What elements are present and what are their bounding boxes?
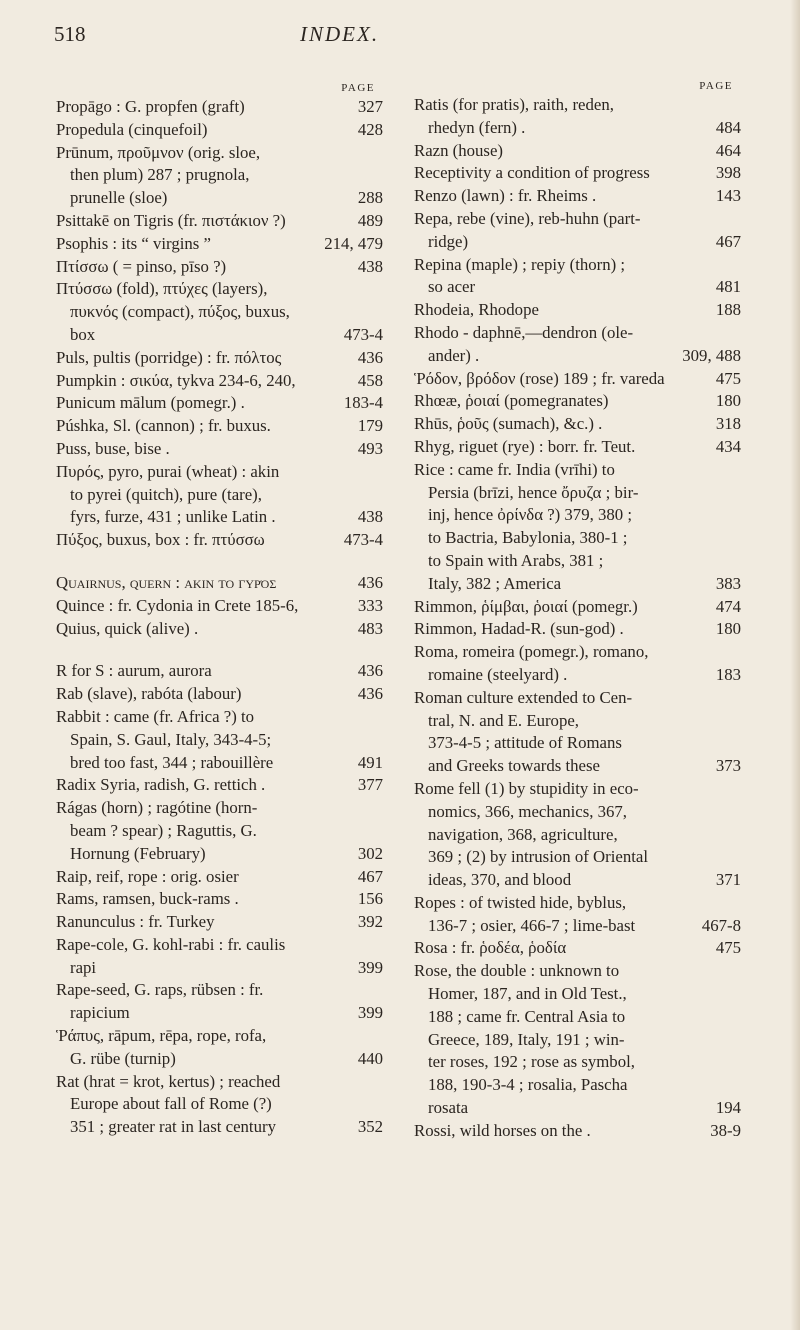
- page-reference: 491: [357, 752, 383, 772]
- page-reference: 214, 479: [324, 233, 383, 253]
- entry-text: Roma, romeira (pomegr.), romano,: [414, 642, 649, 662]
- page-reference: 475: [715, 938, 741, 958]
- page-reference: 475: [715, 368, 741, 388]
- entry-text: Repa, rebe (vine), reb-huhn (part-: [414, 208, 641, 228]
- page-reference: 428: [357, 119, 383, 139]
- entry-text: rapi: [70, 957, 97, 977]
- entry-text: Spain, S. Gaul, Italy, 343-4-5;: [70, 729, 272, 749]
- entry-text: Púshka, Sl. (cannon) ; fr. buxus.: [56, 416, 271, 436]
- index-entry: [414, 778, 741, 892]
- entry-text: navigation, 368, agriculture,: [428, 824, 618, 844]
- entry-text: Πτίσσω ( = pinso, pīso ?): [56, 256, 227, 276]
- entry-text: Rossi, wild horses on the .: [414, 1120, 591, 1140]
- entry-text: Razn (house): [414, 140, 504, 160]
- entry-text: Ῥόδον, βρόδον (rose) 189 ; fr. vareda: [414, 368, 665, 388]
- entry-text: R for S : aurum, aurora: [56, 661, 212, 681]
- page-reference: 180: [715, 391, 741, 411]
- page-reference: 473-4: [343, 324, 383, 344]
- entry-text: nomics, 366, mechanics, 367,: [428, 801, 628, 821]
- entry-text: Rice : came fr. India (vrīhi) to: [414, 459, 615, 479]
- entry-text: Repina (maple) ; repiy (thorn) ;: [414, 254, 626, 274]
- index-entry: [414, 322, 741, 368]
- page-edge: [790, 0, 800, 1330]
- running-title: INDEX.: [300, 22, 380, 46]
- index-entry: [56, 934, 383, 980]
- page-reference: 333: [357, 595, 383, 615]
- page-reference: 352: [357, 1117, 383, 1137]
- page-reference: 377: [357, 775, 383, 795]
- entry-text: 373-4-5 ; attitude of Romans: [428, 733, 622, 753]
- entry-text: Roman culture extended to Cen-: [414, 687, 633, 707]
- index-entry: [56, 888, 383, 911]
- page-reference: 438: [357, 256, 383, 276]
- entry-text: ideas, 370, and blood: [428, 870, 572, 890]
- index-entry: [414, 1120, 741, 1143]
- entry-text: Ratis (for pratis), raith, reden,: [414, 95, 614, 114]
- entry-text: romaine (steelyard) .: [428, 664, 568, 684]
- entry-text: Puss, buse, bise .: [56, 438, 170, 458]
- entry-text: Greece, 189, Italy, 191 ; win-: [428, 1029, 625, 1049]
- index-entry: [56, 797, 383, 865]
- entry-text: box: [70, 324, 96, 344]
- index-entry: [56, 438, 383, 461]
- entry-text: Quius, quick (alive) .: [56, 618, 199, 638]
- page-reference: 392: [357, 912, 383, 932]
- index-entry: [56, 683, 383, 706]
- entry-text: to Bactria, Babylonia, 380-1 ;: [428, 528, 628, 548]
- page-reference: 434: [715, 436, 741, 456]
- entry-text: ridge): [428, 231, 469, 251]
- entry-text: Europe about fall of Rome (?): [70, 1094, 272, 1114]
- page-reference: 467: [357, 866, 383, 886]
- index-entry: [56, 1025, 383, 1071]
- entry-text: rapicium: [70, 1003, 130, 1023]
- entry-text: 136-7 ; osier, 466-7 ; lime-bast: [428, 915, 636, 935]
- index-entry: [414, 185, 741, 208]
- entry-text: πυκνός (compact), πύξος, buxus,: [70, 302, 290, 322]
- page-reference: 38-9: [710, 1120, 741, 1140]
- index-entry: [56, 96, 383, 119]
- page-reference: 399: [357, 1003, 383, 1023]
- entry-text: rosata: [428, 1098, 469, 1118]
- page-reference: 156: [357, 889, 383, 909]
- entry-text: Rab (slave), rabóta (labour): [56, 684, 242, 704]
- index-entry: [56, 595, 383, 618]
- entry-text: beam ? spear) ; Raguttis, G.: [70, 820, 257, 840]
- index-entry: [56, 774, 383, 797]
- index-entry: [414, 892, 741, 938]
- entry-text: Prūnum, προῦμνον (orig. sloe,: [56, 142, 261, 162]
- entry-text: Ropes : of twisted hide, byblus,: [414, 892, 627, 912]
- page-reference: 440: [357, 1048, 383, 1068]
- page-reference: 436: [357, 661, 383, 681]
- index-entry: [56, 278, 383, 346]
- index-entry: [56, 210, 383, 233]
- entry-text: Rat (hrat = krot, kertus) ; reached: [56, 1071, 281, 1091]
- entry-text: Ῥάπυς, rāpum, rēpa, rope, rofa,: [56, 1026, 267, 1046]
- entry-text: Rape-seed, G. raps, rübsen : fr.: [56, 980, 264, 1000]
- index-entry: [56, 979, 383, 1025]
- entry-text: Rhyg, riguet (rye) : borr. fr. Teut.: [414, 436, 636, 456]
- entry-text: Rams, ramsen, buck-rams .: [56, 889, 239, 909]
- page-reference: 464: [715, 140, 741, 160]
- index-entry: [56, 461, 383, 529]
- page-reference: 436: [357, 684, 383, 704]
- index-entry: [414, 162, 741, 185]
- entry-text: Radix Syria, radish, G. rettich .: [56, 775, 266, 795]
- entry-text: tral, N. and E. Europe,: [428, 710, 579, 730]
- entry-text: Italy, 382 ; America: [428, 573, 562, 593]
- page-reference: 179: [357, 416, 383, 436]
- entry-text: Psittakē on Tigris (fr. πιστάκιον ?): [56, 210, 286, 230]
- page-reference: 438: [357, 507, 383, 527]
- index-entry: [414, 641, 741, 687]
- entry-text: Rágas (horn) ; ragótine (horn-: [56, 798, 258, 818]
- index-entry: [414, 596, 741, 619]
- entry-text: 188, 190-3-4 ; rosalia, Pascha: [428, 1075, 628, 1095]
- page-reference: 373: [715, 756, 741, 776]
- entry-text: ter roses, 192 ; rose as symbol,: [428, 1052, 635, 1072]
- entry-text: Hornung (February): [70, 843, 206, 863]
- page-reference: 183: [715, 664, 741, 684]
- entry-text: Rhodo - daphnē,—dendron (ole-: [414, 322, 634, 342]
- page-reference: 302: [357, 843, 383, 863]
- entry-text: to pyrei (quitch), pure (tare),: [70, 484, 262, 504]
- entry-text: G. rübe (turnip): [70, 1048, 176, 1068]
- page-reference: 183-4: [343, 393, 383, 413]
- index-entry: [56, 706, 383, 774]
- index-entry: [414, 140, 741, 163]
- index-entry: [414, 436, 741, 459]
- entry-text: inj, hence ὀρίνδα ?) 379, 380 ;: [428, 505, 633, 525]
- page-reference: 473-4: [343, 530, 383, 550]
- index-entry: [56, 415, 383, 438]
- page-reference: 194: [715, 1098, 741, 1118]
- page-reference: 484: [715, 117, 741, 137]
- entry-text: Quairnus, quern : akin to γυρός: [56, 572, 277, 592]
- entry-text: prunelle (sloe): [70, 188, 168, 208]
- page-reference: 188: [715, 300, 741, 320]
- section-gap: [56, 552, 383, 572]
- page-reference: 458: [357, 370, 383, 390]
- entry-text: Rosa : fr. ῥοδέα, ῥοδία: [414, 938, 567, 958]
- page-reference: 436: [357, 572, 383, 592]
- index-entry: [56, 256, 383, 279]
- entry-text: 369 ; (2) by intrusion of Oriental: [428, 847, 648, 867]
- index-entry: [56, 1071, 383, 1139]
- entry-text: Rhūs, ῥοῦς (sumach), &c.) .: [414, 414, 603, 434]
- entry-text: Ranunculus : fr. Turkey: [56, 912, 215, 932]
- entry-text: Homer, 187, and in Old Test.,: [428, 984, 627, 1004]
- index-entry: [414, 368, 741, 391]
- page-reference: 309, 488: [682, 345, 741, 365]
- index-column-right: [414, 82, 741, 1143]
- index-entry: [56, 347, 383, 370]
- entry-text: Quince : fr. Cydonia in Crete 185-6,: [56, 595, 299, 615]
- index-entry: [56, 572, 383, 595]
- entry-text: Rabbit : came (fr. Africa ?) to: [56, 706, 255, 726]
- index-entry: [414, 960, 741, 1120]
- index-entry: [56, 233, 383, 256]
- page-reference: 467: [715, 231, 741, 251]
- page-reference: 318: [715, 414, 741, 434]
- page-reference: 467-8: [701, 915, 741, 935]
- entry-text: 351 ; greater rat in last century: [70, 1117, 276, 1137]
- page-reference: 383: [715, 573, 741, 593]
- entry-text: Rhœæ, ῥοιαί (pomegranates): [414, 391, 609, 411]
- entry-list: [56, 96, 383, 1139]
- page-reference: 493: [357, 438, 383, 458]
- entry-text: Renzo (lawn) : fr. Rheims .: [414, 186, 597, 206]
- index-entry: [56, 370, 383, 393]
- entry-text: Receptivity a condition of progress: [414, 163, 650, 183]
- index-entry: [56, 866, 383, 889]
- entry-text: Rome fell (1) by stupidity in eco-: [414, 778, 639, 798]
- entry-text: Πύξος, buxus, box : fr. πτύσσω: [56, 530, 265, 550]
- section-gap: [56, 640, 383, 660]
- index-entry: [56, 119, 383, 142]
- entry-text: 188 ; came fr. Central Asia to: [428, 1006, 626, 1026]
- index-entry: [56, 529, 383, 552]
- index-entry: [414, 413, 741, 436]
- entry-text: Rose, the double : unknown to: [414, 961, 620, 981]
- page-reference: 436: [357, 347, 383, 367]
- page-column-label: PAGE: [341, 82, 375, 94]
- entry-text: Rape-cole, G. kohl-rabi : fr. caulis: [56, 934, 286, 954]
- entry-text: Pumpkin : σικύα, tykva 234-6, 240,: [56, 370, 296, 390]
- entry-text: ander) .: [428, 345, 480, 365]
- entry-text: and Greeks towards these: [428, 756, 600, 776]
- entry-list: [414, 94, 741, 1143]
- page-reference: 143: [715, 186, 741, 206]
- entry-text: Psophis : its “ virgins ”: [56, 233, 211, 253]
- index-entry: [56, 660, 383, 683]
- index-entry: [414, 937, 741, 960]
- page-reference: 371: [715, 870, 741, 890]
- entry-text: so acer: [428, 277, 476, 297]
- entry-text: Puls, pultis (porridge) : fr. πόλτος: [56, 347, 282, 367]
- index-entry: [414, 254, 741, 300]
- entry-text: Rimmon, ῥίμβαι, ῥοιαί (pomegr.): [414, 596, 638, 616]
- entry-text: to Spain with Arabs, 381 ;: [428, 550, 604, 570]
- page-number: 518: [54, 22, 86, 46]
- entry-text: then plum) 287 ; prugnola,: [70, 165, 250, 185]
- index-entry: [414, 94, 741, 140]
- page-reference: 489: [357, 210, 383, 230]
- index-column-left: [56, 82, 383, 1139]
- page-column-label: PAGE: [699, 80, 733, 92]
- index-entry: [56, 618, 383, 641]
- entry-text: Propāgo : G. propfen (graft): [56, 97, 245, 116]
- entry-text: Raip, reif, rope : orig. osier: [56, 866, 239, 886]
- entry-text: Rhodeia, Rhodope: [414, 300, 539, 320]
- page-reference: 398: [715, 163, 741, 183]
- index-entry: [56, 392, 383, 415]
- entry-text: Rimmon, Hadad-R. (sun-god) .: [414, 619, 624, 639]
- index-entry: [414, 687, 741, 778]
- index-entry: [414, 459, 741, 596]
- entry-text: Propedula (cinquefoil): [56, 119, 208, 139]
- entry-text: Πυρός, pyro, purai (wheat) : akin: [56, 461, 280, 481]
- index-entry: [414, 618, 741, 641]
- entry-text: Persia (brīzi, hence ὄρυζα ; bir-: [428, 482, 639, 502]
- index-entry: [414, 299, 741, 322]
- page-reference: 474: [715, 596, 741, 616]
- index-entry: [414, 208, 741, 254]
- page-reference: 180: [715, 619, 741, 639]
- page-reference: 327: [357, 97, 383, 116]
- index-entry: [56, 142, 383, 210]
- entry-text: bred too fast, 344 ; rabouillère: [70, 752, 274, 772]
- entry-text: fyrs, furze, 431 ; unlike Latin .: [70, 507, 276, 527]
- page-reference: 399: [357, 957, 383, 977]
- entry-text: Punicum mālum (pomegr.) .: [56, 393, 245, 413]
- entry-text: Πτύσσω (fold), πτύχες (layers),: [56, 279, 268, 299]
- index-entry: [414, 390, 741, 413]
- index-entry: [56, 911, 383, 934]
- page-reference: 481: [715, 277, 741, 297]
- entry-text: rhedyn (fern) .: [428, 117, 526, 137]
- page-reference: 288: [357, 188, 383, 208]
- page-reference: 483: [357, 618, 383, 638]
